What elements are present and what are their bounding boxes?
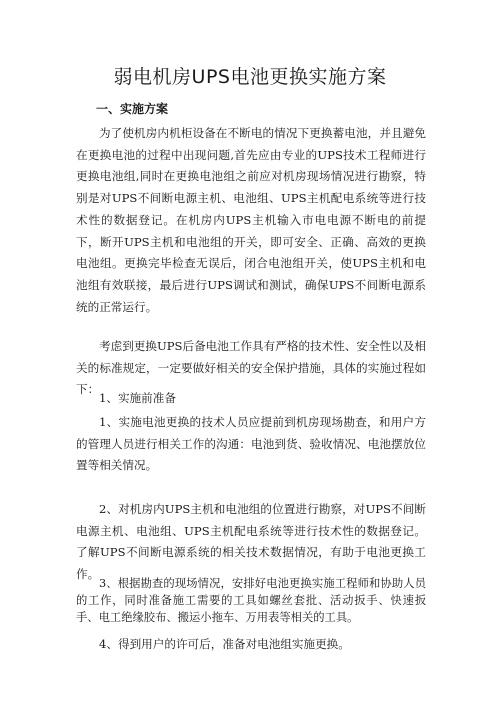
section-heading-implementation: 一、实施方案: [96, 102, 169, 116]
step-paragraph-4: 4、得到用户的许可后，准备对电池组实施更换。: [99, 637, 350, 651]
process-paragraph: 考虑到更换UPS后备电池工作具有严格的技术性、安全性以及相关的标准规定，一定要做好相关的安全保护措施，具体的实施过程如下：: [76, 339, 426, 397]
step-paragraph-3: 3、根据勘查的现场情况，安排好电池更换实施工程师和协助人员的工作，同时准备施工需要的工具如螺丝套批、活动扳手、快速扳手、电工绝缘胶布、搬运小拖车、万用表等相关的工具。: [76, 577, 426, 624]
document-title: 弱电机房UPS电池更换实施方案: [113, 66, 387, 88]
step-paragraph-1: 1、实施电池更换的技术人员应提前到机房现场勘查，和用户方的管理人员进行相关工作的沟通：电池到货、验收情况、电池摆放位置等相关情况。: [76, 415, 426, 473]
intro-paragraph: 为了使机房内机柜设备在不断电的情况下更换蓄电池，并且避免在更换电池的过程中出现问题,首先应由专业的UPS技术工程师进行更换电池组,同时在更换电池组之前应对机房现场情况进行勘察，特别是对UPS不间断电源主机、电池组、UPS主机配电系统等进行技术性的数据登记。在机房内UPS主机输入市电电源不断电的前提下，断开UPS主机和电池组的开关，即可安全、正确、高效的更换电池组。更换完毕检查无误后，闭合电池组开关，使UPS主机和电池组有效联接，最后进行UPS调试和测试，确保UPS不间断电源系统的正常运行。: [76, 126, 426, 314]
step-paragraph-2: 2、对机房内UPS主机和电池组的位置进行勘察，对UPS不间断电源主机、电池组、UPS主机配电系统等进行技术性的数据登记。了解UPS不间断电源系统的相关技术数据情况，有助于电池更换工作。: [76, 502, 426, 582]
subheading-preparation: 1、实施前准备: [99, 391, 176, 405]
